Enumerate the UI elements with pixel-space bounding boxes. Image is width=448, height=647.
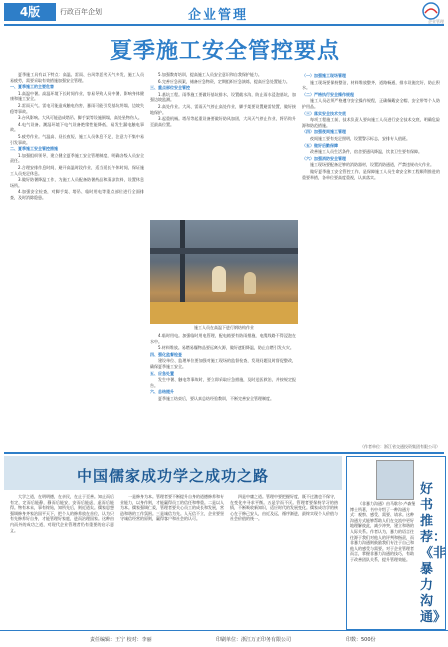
paragraph: 4.临时用电。加强临时用电管理，配电箱要有防雨措施，电缆线路不得浸泡在水中。 — [150, 333, 296, 344]
paragraph: 施工现场要配备足够的消防器材，设置消防通道，严禁违规动火作业。 — [310, 162, 434, 168]
photo-worker — [212, 266, 226, 292]
paragraph: 3.起重机械。塔吊等起重设备要做好防风加固，大风天气停止作业，将吊钩升至最高位置。 — [150, 116, 296, 127]
paragraph: 2.合理安排作息时间，避开高温时段作业，适当延长午休时间，保证施工人员充足休息。 — [10, 164, 144, 176]
page-footer — [0, 630, 448, 647]
footer-editor: 责任编辑：王宁 校对：李丽 — [90, 637, 152, 643]
page-header — [0, 0, 448, 26]
paragraph: 施工现场要保持整洁，材料堆放整齐，道路畅通，排水设施完好，防止积水。 — [302, 79, 440, 91]
article1-heading — [10, 30, 440, 70]
section-sub-label: 行政百年企划 — [60, 8, 102, 16]
article1-byline: （作者单位：浙江省交通投资集团有限公司） — [360, 444, 440, 449]
paragraph: 做好夏季施工安全管控工作，是保障施工人员生命安全和工程顺利推进的重要举措，各单位要高度重视，认真落实。 — [302, 168, 440, 180]
section-title: 企业管理 — [188, 8, 249, 23]
logo-caption: 企业管理 — [428, 19, 444, 24]
paragraph: 夜间施工要有充足照明，设置警示标志，安排专人值班。 — [310, 135, 410, 141]
paragraph: 2.高处作业。大风、雷雨天气停止高处作业，脚手架要设置避雷装置，做好接地保护。 — [150, 103, 296, 115]
paragraph: 施工人员必须严格遵守安全操作规程，正确佩戴安全帽、安全带等个人防护用品。 — [302, 98, 440, 109]
subheading: （六）加强消防安全管理 — [302, 155, 346, 161]
footer-printer: 印刷单位：浙江万正印务有限公司 — [216, 637, 292, 643]
paragraph: 四是中庸之道。管理中要把握好度，既不过激也不保守，在变化中寻求平衡。五是学而不厌。管理者要保持学习的热情，不断吸收新知识，适应时代的发展变化。儒家成功学的核心在于修己安人，由近及远，循序渐进，最终实现个人价值与社会价值的统一。 — [230, 494, 338, 522]
article2-column-3 — [230, 494, 338, 628]
paragraph: 5.疲劳作业。气温高、昼长夜短，施工人员休息不足，注意力不集中易引发事故。 — [10, 133, 144, 145]
subheading: 二、夏季施工安全管控措施 — [10, 146, 58, 152]
paragraph: 5.加强教育培训，提高施工人员安全意识和自我保护能力。 — [158, 72, 262, 77]
paragraph: 3.做好防暑降温工作，为施工人员配备防暑药品和清凉饮料，设置休息场所。 — [10, 177, 144, 188]
article2-column-1 — [10, 494, 114, 628]
article1-column-2 — [150, 72, 296, 218]
page-number-tab: 4版 — [4, 3, 56, 21]
footer-circulation: 印数：500份 — [346, 637, 376, 643]
construction-photo — [150, 220, 298, 324]
paragraph: 建设单位、监理单位要加强对施工现场的监督检查，发现问题及时督促整改，确保夏季施工安全。 — [150, 358, 296, 369]
subheading: （一）加强施工现场管理 — [302, 73, 346, 78]
subheading: （三）落实安全技术交底 — [302, 110, 346, 116]
subheading: （二）严格执行安全操作规程 — [302, 91, 354, 97]
book-recommendation-text — [350, 501, 416, 625]
article2-column-2 — [120, 494, 224, 628]
article2-title: 中国儒家成功学之成功之路 — [76, 467, 269, 485]
paragraph: 大学之道，在明明德，在亲民，在止于至善。知止而后有定，定而后能静，静而后能安，安而后能虑，虑而后能得。物有本末，事有终始，知所先后，则近道矣。儒家思想强调修身齐家治国平天下，把个人的修养放在首位，认为只有先修养好自身，才能管理好家庭，进而治理国家。这种由内而外的成功之道，对现代企业管理者仍有重要的启示意义。 — [10, 494, 114, 533]
paragraph: 一是修身为本。管理者要不断提升自身的道德修养和专业能力，以身作则，才能赢得员工的信任和尊重。二是以人为本。儒家强调仁爱，管理者要关心员工的成长和发展，营造和谐的工作氛围。三是诚信为先。人无信不立，企业要坚守诚信经营的原则，赢得客户和社会的认可。 — [120, 494, 224, 522]
book-cover-image — [376, 460, 414, 500]
paragraph: 每项工程施工前，技术负责人要向施工人员进行安全技术交底，明确危险源和防范措施。 — [302, 117, 440, 128]
photo-worker — [244, 272, 256, 294]
paragraph: 改善施工人员生活条件，宿舍要通风降温，饮食卫生要有保障。 — [310, 149, 422, 155]
subheading: 四、强化监督检查 — [150, 351, 182, 357]
subheading: 五、应急处置 — [150, 370, 174, 376]
paragraph: 夏季施工结束后，要认真总结经验教训，不断完善安全管理制度。 — [158, 395, 274, 401]
article1-column-1 — [10, 72, 144, 446]
article1-column-3 — [150, 333, 296, 446]
subheading: 六、总结提升 — [150, 389, 174, 395]
photo-caption: 施工人员在高温下进行钢结构作业 — [194, 325, 254, 330]
section-divider — [4, 452, 444, 454]
paragraph: 3.台风影响。大风可能造成塔吊、脚手架等设施倒塌，高处坠物伤人。 — [18, 115, 142, 121]
paragraph: 4.加强安全检查，对脚手架、塔吊、临时用电等重点部位进行全面排查，及时消除隐患。 — [10, 189, 144, 200]
subheading: （四）加强夜间施工管理 — [302, 129, 346, 135]
paragraph: 夏季施工具有以下特点：高温、雷雨、台风等恶劣天气多发，施工人员易疲劳，需要采取有效措施加强安全管理。 — [10, 72, 144, 83]
paragraph: 1.加强组织领导，建立健全夏季施工安全管理制度，明确各级人员安全责任。 — [10, 152, 144, 164]
paragraph: 6.完善应急预案，储备应急物资，定期组织应急演练，提高应急处置能力。 — [158, 78, 290, 84]
paragraph: 《非暴力沟通》由马歇尔·卢森堡博士所著，书中介绍了一种沟通方式：观察、感受、需要、请求。这种沟通方式能够帮助人们在交流中更好地理解彼此，减少冲突，建立和谐的人际关系。作者认为，暴力的语言往往源于我们对他人的评判和指责，而非暴力沟通则鼓励我们专注于自己和他人的感受与需要。对于企业管理者而言，掌握非暴力沟通的技巧，有助于改善团队关系，提升管理效能。 — [350, 501, 416, 562]
paragraph: 发生中暑、触电等事故时，要立即采取应急措施，及时送医救治，并按规定报告。 — [150, 377, 296, 388]
paragraph: 2.雷雨天气。雷电可能造成触电伤害，暴雨可能引发基坑坍塌、边坡失稳等事故。 — [10, 102, 144, 114]
photo-steel-beam — [150, 248, 298, 254]
subheading: （五）做好后勤保障 — [302, 142, 338, 148]
book-recommendation-title: 好书推荐：《非暴力沟通》 — [420, 482, 447, 625]
header-rule — [4, 24, 444, 26]
article1-column-4 — [302, 72, 440, 442]
paragraph: 1.高温中暑。高温环境下长时间作业，容易导致人员中暑，影响身体健康和施工安全。 — [10, 90, 144, 102]
paragraph: 4.电气设备。潮湿环境下电气设备绝缘性能降低，易发生漏电触电事故。 — [10, 121, 144, 133]
paragraph: 1.基坑工程。雨季施工要做好基坑排水，设置截水沟，防止雨水浸泡基坑，加强边坡监测。 — [150, 91, 296, 103]
company-logo-icon — [420, 2, 442, 20]
article1-title: 夏季施工安全管控要点 — [109, 38, 340, 64]
subheading: 一、夏季施工的主要危害 — [10, 84, 54, 90]
subheading: 三、重点部位安全管控 — [150, 85, 190, 91]
photo-yellow-structure — [150, 302, 298, 324]
paragraph: 5.材料堆放。易燃易爆物品要远离火源，做好遮阳降温，防止自燃引发火灾。 — [158, 345, 294, 351]
